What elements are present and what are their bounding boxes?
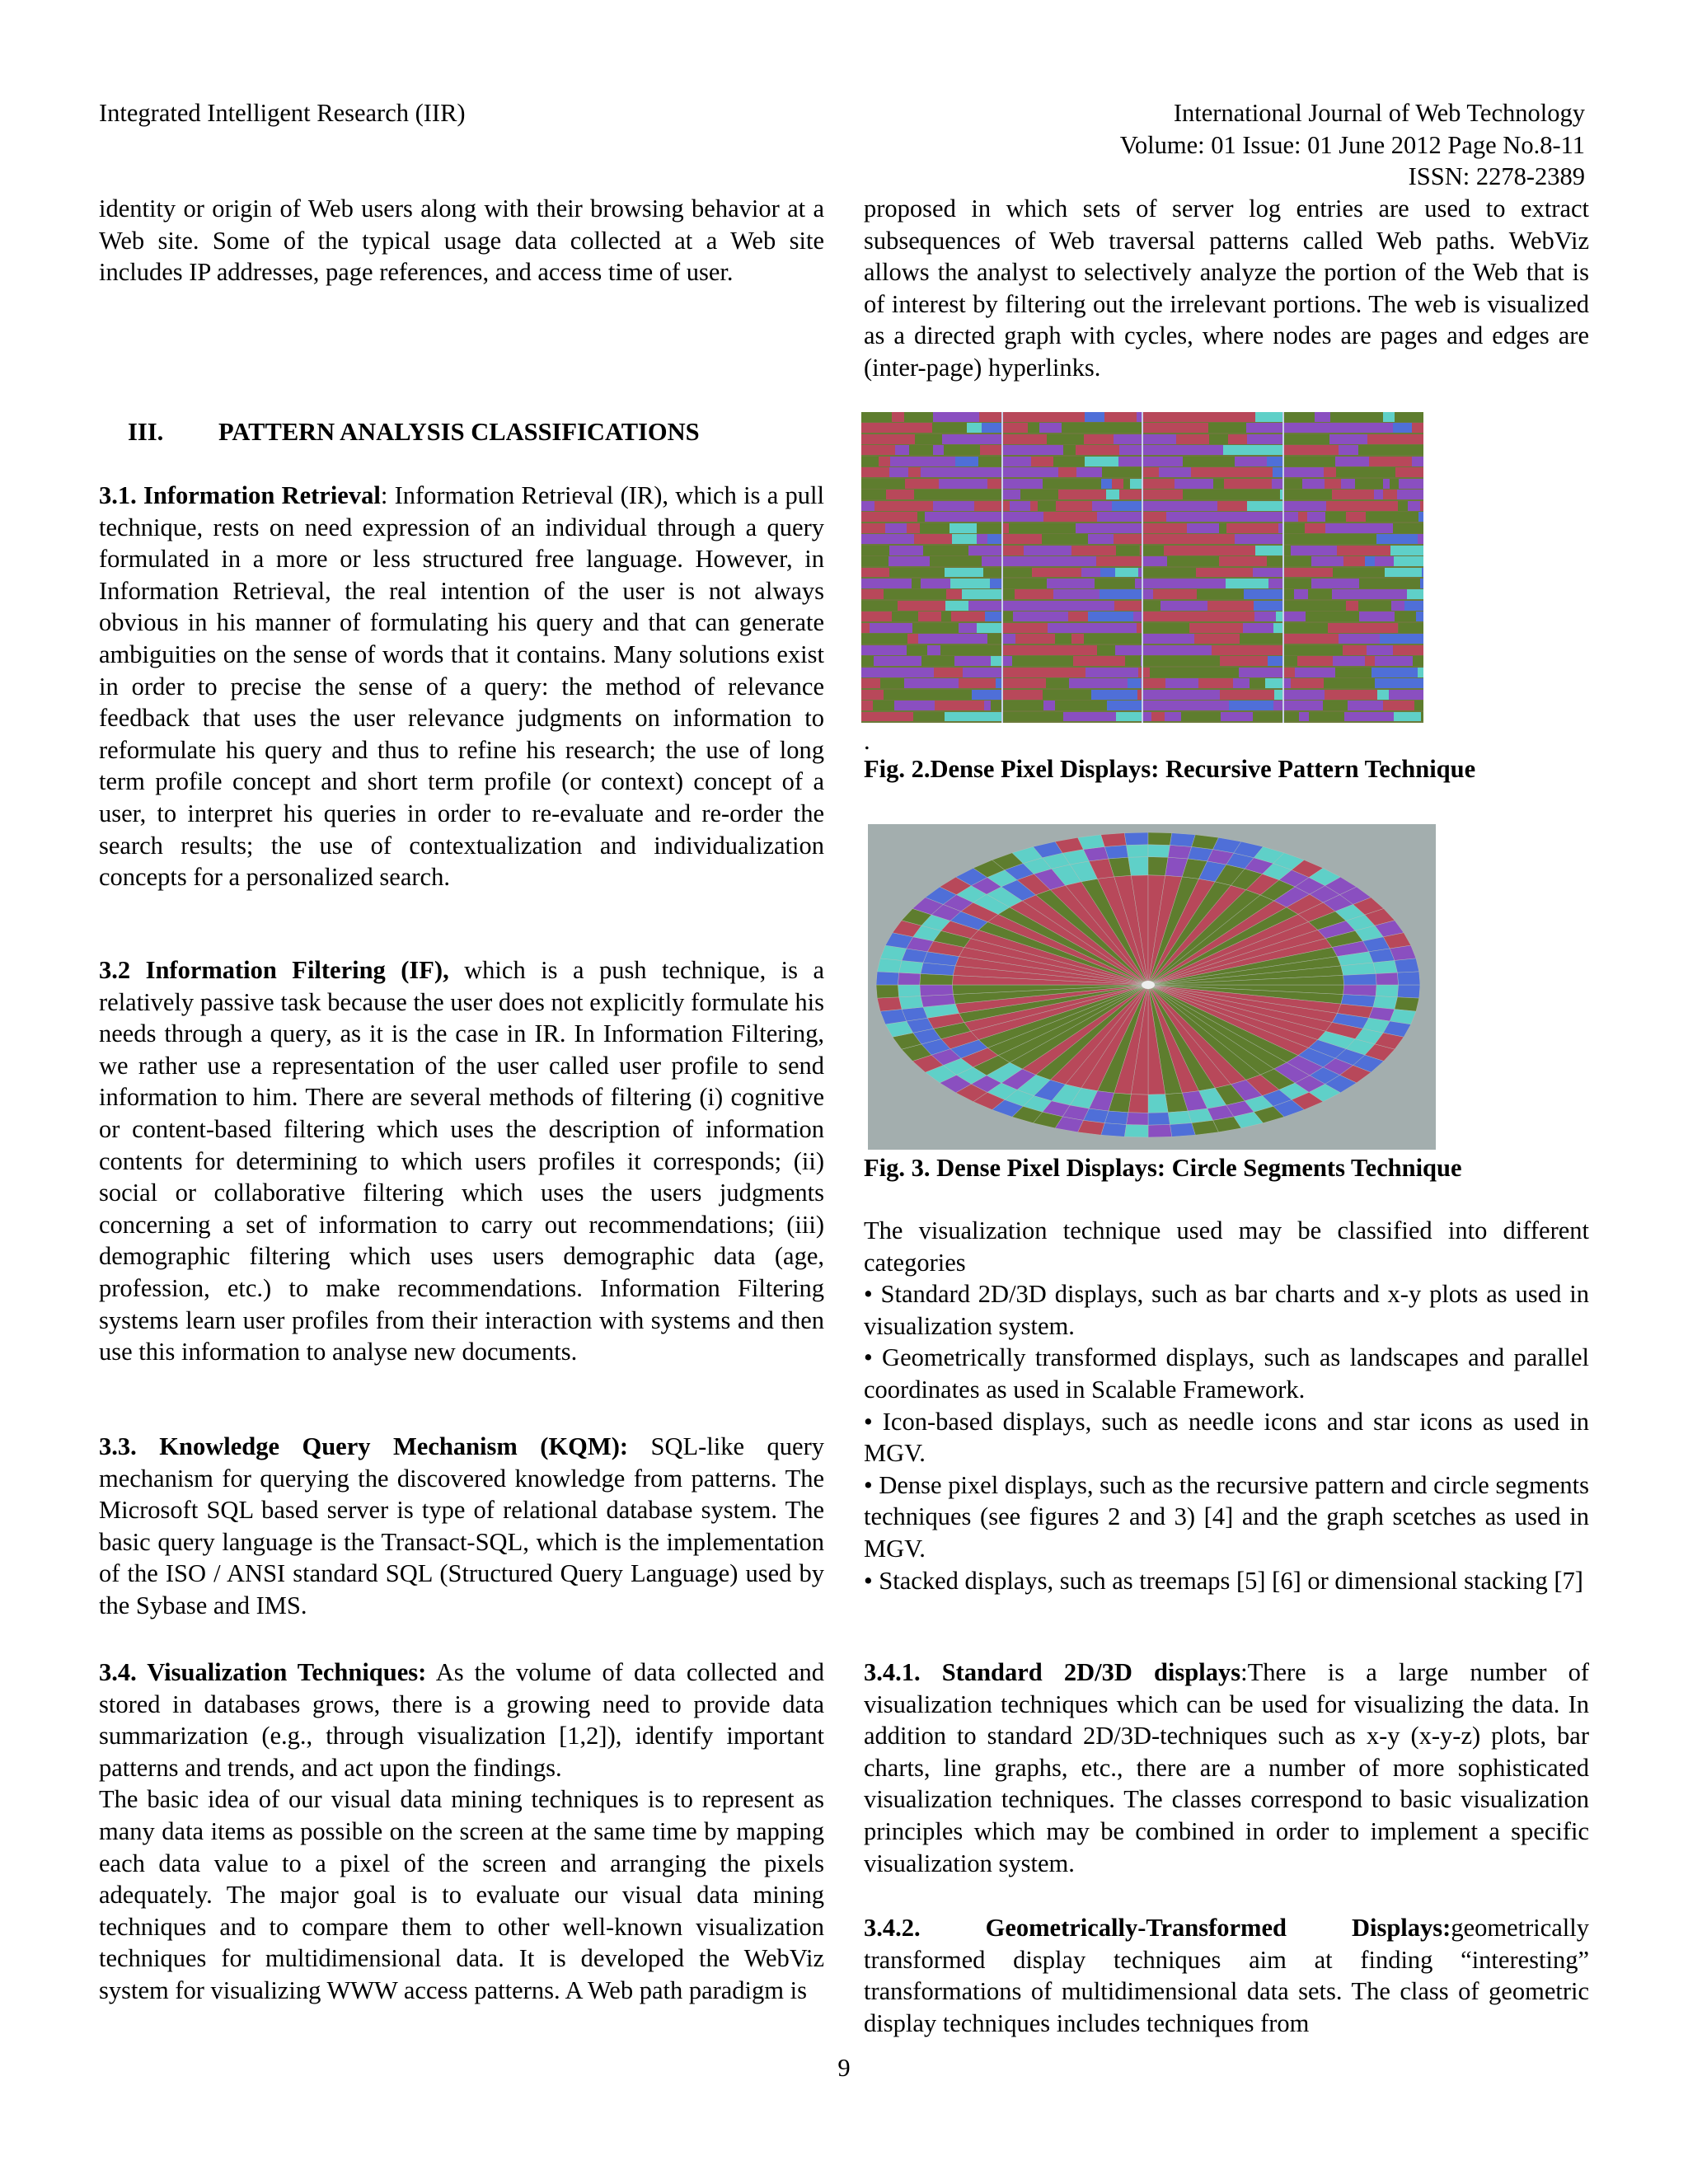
circle-segment — [898, 985, 920, 997]
circle-segment — [1127, 1113, 1148, 1125]
running-header-left: Integrated Intelligent Research (IIR) — [99, 99, 466, 127]
circle-segment — [1148, 857, 1168, 876]
circle-segment — [920, 985, 954, 996]
circle-segment — [1148, 1125, 1172, 1137]
running-header-right — [1120, 97, 1585, 193]
circle-segment — [1397, 985, 1420, 998]
section-heading — [128, 416, 700, 448]
visualization-categories — [864, 1215, 1589, 1596]
figure-2-dot: . — [864, 727, 870, 755]
circle-segment — [1101, 833, 1127, 847]
circle-segment — [1128, 857, 1148, 876]
circle-segment — [1395, 958, 1419, 972]
circle-segment — [1104, 1111, 1128, 1125]
section-3-4-paragraph-2: The basic idea of our visual data mining techniques is to represent as many data items as possible on the screen at the same time by mapping each data value to a pixel of the screen and arranging the pixels adequately. The major goal is to evaluate our visual data mining techniques and to compare them to other well-known visualization techniques for multidimensional data. It is developed the WebViz system for visualizing WWW access patterns. A Web path paradigm is — [99, 1785, 824, 2004]
section-number: III. — [128, 418, 164, 446]
figure-3-circle-segments-image — [868, 824, 1436, 1150]
circle-segment — [1124, 832, 1148, 845]
section-3-4-2 — [864, 1912, 1589, 2039]
circle-segment — [1170, 1123, 1195, 1137]
circle-segment — [1343, 985, 1377, 996]
bullet-item: • Geometrically transformed displays, such as landscapes and parallel coordinates as used in Scalable Framework. — [864, 1343, 1589, 1404]
section-3-2-text: which is a push technique, is a relatively passive task because the user does not explicitly formulate his needs through a query, as it is the case in IR. In Information Filtering, we rather use a representation of the user called user profile to send information to him. There are several methods of filtering (i) cognitive or content-based filtering which uses the description of information contents for determining to which users profiles it corresponds; (ii) social or collaborative filtering which uses the users judgments concerning a set of information to carry out recommendations; (iii) demographic filtering which uses users demographic data (age, profession, etc.) to make recommendations. Information Filtering systems learn user profiles from their interaction with systems and then use this information to analyse new documents. — [99, 956, 824, 1366]
circle-segment — [877, 997, 902, 1011]
section-3-4-text: As the volume of data collected and stored in databases grows, there is a growing need to provide data summarization (e.g., through visualization [1,2]), identify important patterns and trends, and act upon the findings. — [99, 1658, 824, 1782]
circle-segment — [1127, 845, 1148, 857]
categories-intro: The visualization technique used may be classified into different categories — [864, 1216, 1589, 1277]
journal-volume: Volume: 01 Issue: 01 June 2012 Page No.8-11 — [1119, 130, 1585, 159]
section-3-1-title: 3.1. Information Retrieval — [99, 481, 381, 509]
circle-segment — [1397, 972, 1420, 985]
section-3-4-1-text: :There is a large number of visualization techniques which can be used for visualizing the data. In addition to standard 2D/3D-techniques such as x-y (x-y-z) plots, bar charts, line graphs, etc., there are a number of more sophisticated visualization techniques. The classes correspond to basic visualization principles which may be combined in order to implement a specific visualization system. — [864, 1658, 1589, 1877]
bullet-item: • Dense pixel displays, such as the recursive pattern and circle segments techniques (see figures 2 and 3) [4] and the graph scetches as used in MGV. — [864, 1470, 1589, 1563]
circle-segment — [1376, 972, 1398, 985]
circle-segment — [1168, 845, 1192, 859]
circle-segment — [1343, 973, 1377, 985]
circle-segment — [876, 985, 899, 998]
section-3-4-2-title: 3.4.2. Geometrically-Transformed Displays: — [864, 1914, 1451, 1942]
bullet-item: • Icon-based displays, such as needle icons and star icons as used in MGV. — [864, 1407, 1589, 1468]
circle-segment — [1148, 845, 1170, 857]
circle-segment — [1148, 1113, 1170, 1125]
section-title: PATTERN ANALYSIS CLASSIFICATIONS — [218, 418, 700, 446]
figure-2-caption: Fig. 2.Dense Pixel Displays: Recursive Pattern Technique — [864, 755, 1476, 783]
section-3-4-title: 3.4. Visualization Techniques: — [99, 1658, 427, 1686]
circle-segment — [1373, 960, 1397, 973]
section-3-3 — [99, 1431, 824, 1622]
circle-segment — [876, 972, 899, 985]
circle-segment — [1148, 1094, 1168, 1113]
circle-segment — [1101, 1123, 1127, 1137]
circle-segment — [1395, 997, 1419, 1011]
circle-segment — [899, 996, 923, 1010]
right-intro-paragraph: proposed in which sets of server log entries are used to extract subsequences of Web traversal patterns called Web paths. WebViz allows the analyst to selectively analyze the portion of the Web that is of interest by filtering out the irrelevant portions. The web is visualized as a directed graph with cycles, where nodes are pages and edges are (inter-page) hyperlinks. — [864, 194, 1589, 382]
bullet-item: • Stacked displays, such as treemaps [5] [6] or dimensional stacking [7] — [864, 1566, 1583, 1595]
circle-segment — [1128, 1094, 1148, 1113]
circle-segment — [1148, 832, 1172, 845]
page-number: 9 — [837, 2054, 851, 2082]
circle-segment — [1168, 1111, 1192, 1125]
circle-segment — [1124, 1125, 1148, 1137]
left-intro-paragraph: identity or origin of Web users along with their browsing behavior at a Web site. Some of the typical usage data collected at a Web site includes IP addresses, page references, and access time of user. — [99, 194, 824, 287]
section-3-2-title: 3.2 Information Filtering (IF), — [99, 956, 449, 984]
section-3-4-1 — [864, 1657, 1589, 1879]
journal-title: International Journal of Web Technology — [1173, 99, 1585, 127]
section-3-4-1-title: 3.4.1. Standard 2D/3D displays — [864, 1658, 1241, 1686]
section-3-3-title: 3.3. Knowledge Query Mechanism (KQM): — [99, 1432, 629, 1460]
circle-segment — [1104, 845, 1128, 859]
circle-segment — [1376, 985, 1398, 997]
bullet-item: • Standard 2D/3D displays, such as bar charts and x-y plots as used in visualization system. — [864, 1280, 1589, 1340]
journal-issn: ISSN: 2278-2389 — [1408, 162, 1585, 191]
section-3-4 — [99, 1657, 824, 2007]
circle-segment — [920, 973, 954, 985]
circle-segment — [1373, 996, 1397, 1010]
circle-segment — [899, 960, 923, 973]
section-3-2 — [99, 954, 824, 1368]
section-3-3-text: SQL-like query mechanism for querying the discovered knowledge from patterns. The Microsoft SQL based server is type of relational database system. The basic query language is the Transact-SQL, which is the implementation of the ISO / ANSI standard SQL (Structured Query Language) used by the Sybase and IMS. — [99, 1432, 824, 1619]
section-3-4-2-text: geometrically transformed display techniques aim at finding “interesting” transformations of multidimensional data sets. The class of geometric display techniques includes techniques from — [864, 1914, 1589, 2037]
circle-segment — [898, 972, 920, 985]
section-3-1 — [99, 480, 824, 893]
figure-3-caption: Fig. 3. Dense Pixel Displays: Circle Segments Technique — [864, 1154, 1462, 1182]
figure-2-recursive-pattern-image — [861, 412, 1423, 723]
circle-segment — [877, 958, 902, 972]
circle-segment — [1170, 833, 1195, 847]
section-3-1-text: : Information Retrieval (IR), which is a pull technique, rests on need expression of an individual through a query formulated in a more or less structured free language. However, in Information Retrieval, the real intention of the user is not always obvious in his manner of formulating his query and that can generate ambiguities on the sense of words that it contains. Many solutions exist in order to precise the sense of a query: the method of relevance feedback that uses the user relevance judgments on information to reformulate his query and thus to refine his research; the use of long term profile concept and short term profile (or context) concept of a user, to interpret his queries in order to re-evaluate and re-order the search results; the use of contextualization and individualization concepts for a personalized search. — [99, 481, 824, 892]
